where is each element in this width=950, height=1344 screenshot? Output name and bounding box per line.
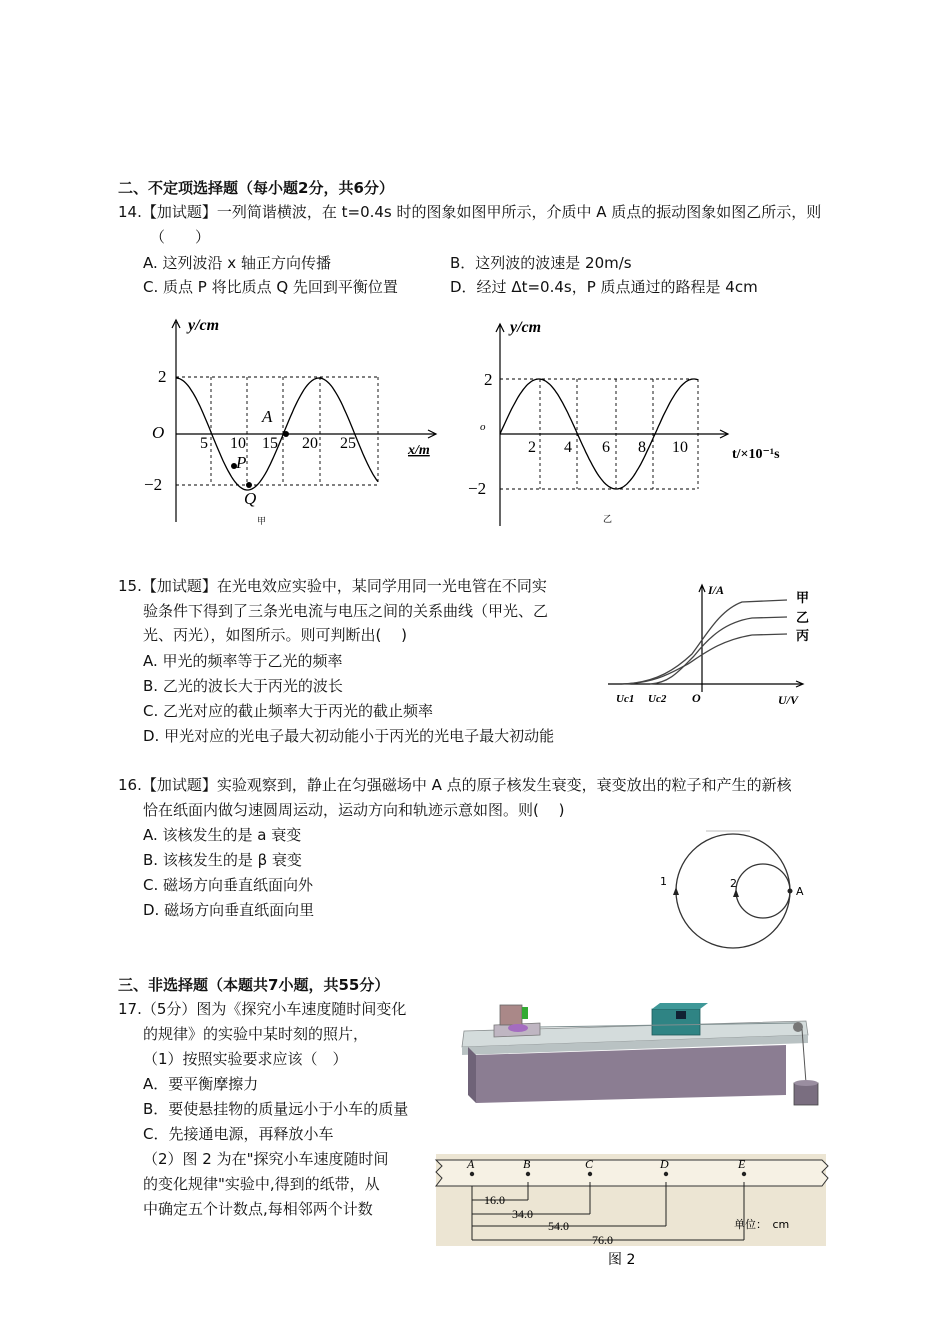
curve-jia	[622, 600, 787, 684]
option-a: A．要平衡摩擦力	[143, 1075, 259, 1093]
question-16-stem-2: 恰在纸面内做匀速圆周运动，运动方向和轨迹示意如图。则( )	[143, 801, 565, 819]
point-label-e: E	[738, 1157, 746, 1171]
ticker-tape-figure	[432, 1152, 832, 1270]
question-17-sub2-3: 中确定五个计数点,每相邻两个计数	[143, 1200, 373, 1218]
t-tick-2: 2	[528, 439, 536, 456]
point-a-marker	[788, 889, 793, 894]
y-tick-2: 2	[158, 367, 167, 386]
t-axis-label: t/×10⁻¹s	[732, 447, 780, 462]
decay-trajectory-diagram	[650, 825, 830, 955]
question-14-stem: 14.【加试题】一列简谐横波，在 t=0.4s 时的图象如图甲所示，介质中 A 质点的振动图象如图乙所示，则	[118, 203, 822, 221]
vibration-graph-yi	[460, 312, 820, 532]
curve-bing	[622, 634, 787, 684]
t-tick-8: 8	[638, 439, 646, 456]
uc2-label: Uc2	[648, 693, 667, 705]
figure-caption-jia: 甲	[257, 517, 267, 527]
x-tick-10: 10	[230, 435, 246, 452]
option-c: C. 磁场方向垂直纸面向外	[143, 876, 314, 894]
distance-ae: 76.0	[592, 1233, 613, 1247]
point-q-label: Q	[244, 489, 257, 508]
curve-label-yi: 乙	[796, 611, 810, 626]
t-tick-6: 6	[602, 439, 610, 456]
figure-caption: 图 2	[608, 1252, 636, 1268]
question-17-sub1: （1）按照实验要求应该（ ）	[143, 1050, 348, 1068]
u-axis-label: U/V	[778, 693, 799, 707]
y-axis-label: y/cm	[188, 317, 220, 334]
distance-ac: 34.0	[512, 1207, 533, 1221]
question-17-stem-1: 17.（5分）图为《探究小车速度随时间变化	[118, 1000, 407, 1018]
option-d: D. 甲光对应的光电子最大初动能小于丙光的光电子最大初动能	[143, 727, 555, 745]
uc1-label: Uc1	[616, 693, 635, 705]
large-trajectory	[676, 834, 790, 948]
t-tick-4: 4	[564, 439, 572, 456]
question-17-sub2-1: （2）图 2 为在"探究小车速度随时间	[143, 1150, 389, 1168]
question-14-paren: （ ）	[150, 228, 211, 246]
question-15-stem-3: 光、丙光），如图所示。则可判断出( )	[143, 626, 407, 644]
x-axis-label: x/m	[408, 443, 430, 458]
option-a: A. 甲光的频率等于乙光的频率	[143, 652, 343, 670]
wave-graph-jia	[140, 312, 450, 532]
option-c: C. 质点 P 将比质点 Q 先回到平衡位置	[143, 278, 398, 296]
question-15-stem-1: 15.【加试题】在光电效应实验中，某同学用同一光电管在不同实	[118, 577, 547, 595]
question-16-stem-1: 16.【加试题】实验观察到，静止在匀强磁场中 A 点的原子核发生衰变，衰变放出的粒子和产生的新核	[118, 776, 792, 794]
y-axis-label: y/cm	[510, 319, 542, 336]
photoelectric-iv-graph	[602, 580, 822, 710]
point-q-marker	[246, 482, 252, 488]
unit-label: 单位： cm	[734, 1218, 790, 1231]
direction-arrow-2	[733, 889, 739, 897]
point-label-a: A	[467, 1157, 475, 1171]
point-a-label: A	[262, 407, 273, 426]
x-tick-25: 25	[340, 435, 356, 452]
option-b: B. 乙光的波长大于丙光的波长	[143, 677, 343, 695]
i-axis-label: I/A	[708, 583, 725, 597]
option-a: A. 这列波沿 x 轴正方向传播	[143, 254, 331, 272]
question-15-stem-2: 验条件下得到了三条光电流与电压之间的关系曲线（甲光、乙	[143, 602, 549, 620]
figure-caption-yi: 乙	[603, 515, 613, 525]
option-d: D. 磁场方向垂直纸面向里	[143, 901, 315, 919]
curve-yi	[650, 617, 787, 684]
direction-arrow-1	[673, 887, 679, 895]
curve-label-jia: 甲	[796, 591, 810, 606]
origin-label: O	[692, 691, 701, 705]
origin-label: o	[480, 421, 486, 433]
option-b: B. 该核发生的是 β 衰变	[143, 851, 302, 869]
x-tick-5: 5	[200, 435, 208, 452]
t-tick-10: 10	[672, 439, 688, 456]
point-p-label: P	[236, 453, 247, 472]
point-label-b: B	[523, 1157, 531, 1171]
point-a-label: A	[796, 885, 804, 898]
trajectory-label-2: 2	[730, 877, 737, 890]
x-tick-15: 15	[262, 435, 278, 452]
small-trajectory	[736, 864, 790, 918]
question-17-stem-2: 的规律》的实验中某时刻的照片，	[143, 1025, 369, 1043]
origin-label: O	[152, 423, 165, 442]
section-heading: 三、非选择题（本题共7小题，共55分）	[118, 976, 390, 994]
y-tick-neg2: −2	[144, 475, 163, 494]
question-17-sub2-2: 的变化规律"实验中,得到的纸带，从	[143, 1175, 380, 1193]
distance-ad: 54.0	[548, 1219, 569, 1233]
point-label-d: D	[660, 1157, 669, 1171]
y-tick-neg2: −2	[468, 479, 487, 498]
trajectory-label-1: 1	[660, 875, 667, 888]
distance-ab: 16.0	[484, 1193, 505, 1207]
option-c: C．先接通电源，再释放小车	[143, 1125, 334, 1143]
apparatus-photo	[456, 995, 826, 1115]
option-b: B．这列波的波速是 20m/s	[450, 254, 632, 272]
option-c: C. 乙光对应的截止频率大于丙光的截止频率	[143, 702, 434, 720]
point-label-c: C	[585, 1157, 594, 1171]
option-d: D．经过 Δt=0.4s，P 质点通过的路程是 4cm	[450, 278, 758, 296]
x-tick-20: 20	[302, 435, 318, 452]
point-a-marker	[283, 431, 289, 437]
section-heading: 二、不定项选择题（每小题2分，共6分）	[118, 179, 394, 197]
option-b: B．要使悬挂物的质量远小于小车的质量	[143, 1100, 409, 1118]
curve-label-bing: 丙	[796, 629, 810, 644]
option-a: A. 该核发生的是 a 衰变	[143, 826, 302, 844]
y-tick-2: 2	[484, 370, 493, 389]
